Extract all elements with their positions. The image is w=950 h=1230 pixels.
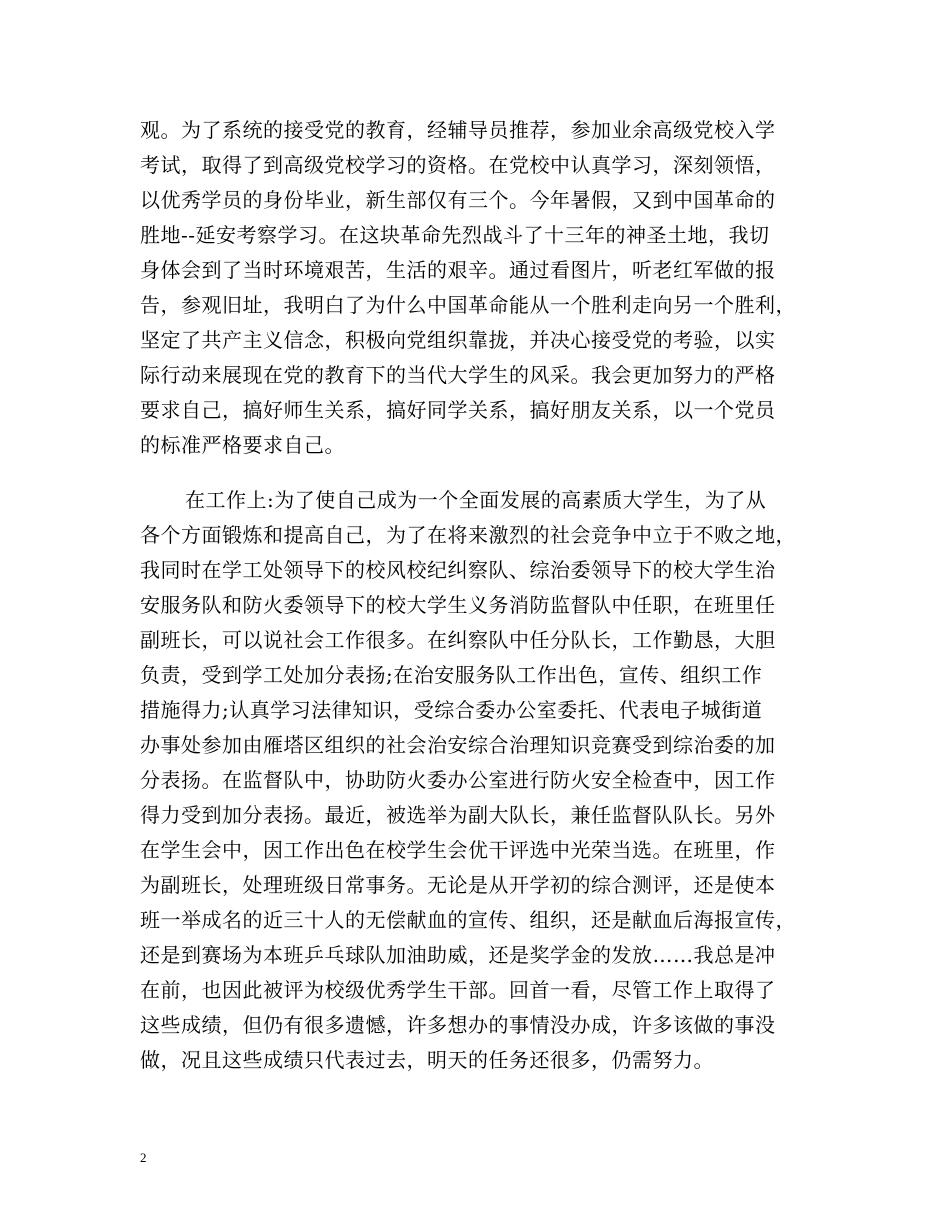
paragraph-1-line-3: 以优秀学员的身份毕业，新生部仅有三个。今年暑假，又到中国革命的 xyxy=(140,188,776,212)
paragraph-2-line-17: 做，况且这些成绩只代表过去，明天的任务还很多，仍需努力。 xyxy=(140,1048,714,1072)
page-number: 2 xyxy=(140,1150,147,1165)
paragraph-2-line-8: 办事处参加由雁塔区组织的社会治安综合治理知识竞赛受到综治委的加 xyxy=(140,733,776,757)
paragraph-2-line-11: 在学生会中，因工作出色在校学生会优干评选中光荣当选。在班里，作 xyxy=(140,838,776,862)
paragraph-1-line-10: 的标准严格要求自己。 xyxy=(140,433,345,457)
paragraph-1-line-6: 告，参观旧址，我明白了为什么中国革命能从一个胜利走向另一个胜利， xyxy=(140,293,796,317)
paragraph-2-line-3: 我同时在学工处领导下的校风校纪纠察队、综治委领导下的校大学生治 xyxy=(140,558,776,582)
paragraph-2-line-13: 班一举成名的近三十人的无偿献血的宣传、组织，还是献血后海报宣传， xyxy=(140,908,796,932)
paragraph-1-line-7: 坚定了共产主义信念，积极向党组织靠拢，并决心接受党的考验，以实 xyxy=(140,328,776,352)
paragraph-1-line-1: 观。为了系统的接受党的教育，经辅导员推荐，参加业余高级党校入学 xyxy=(140,118,776,142)
paragraph-1-line-9: 要求自己，搞好师生关系，搞好同学关系，搞好朋友关系，以一个党员 xyxy=(140,398,776,422)
paragraph-1-line-2: 考试，取得了到高级党校学习的资格。在党校中认真学习，深刻领悟， xyxy=(140,153,776,177)
paragraph-2-line-5: 副班长，可以说社会工作很多。在纠察队中任分队长，工作勤恳，大胆 xyxy=(140,628,776,652)
paragraph-2-line-2: 各个方面锻炼和提高自己，为了在将来激烈的社会竞争中立于不败之地， xyxy=(140,523,796,547)
paragraph-2-line-1: 在工作上:为了使自己成为一个全面发展的高素质大学生，为了从 xyxy=(185,488,767,512)
paragraph-2-line-16: 这些成绩，但仍有很多遗憾，许多想办的事情没办成，许多该做的事没 xyxy=(140,1013,776,1037)
paragraph-2-line-10: 得力受到加分表扬。最近，被选举为副大队长，兼任监督队队长。另外 xyxy=(140,803,776,827)
paragraph-2-line-9: 分表扬。在监督队中，协助防火委办公室进行防火安全检查中，因工作 xyxy=(140,768,776,792)
paragraph-2-line-6: 负责，受到学工处加分表扬;在治安服务队工作出色，宣传、组织工作 xyxy=(140,663,763,687)
paragraph-2-line-4: 安服务队和防火委领导下的校大学生义务消防监督队中任职，在班里任 xyxy=(140,593,776,617)
paragraph-1-line-5: 身体会到了当时环境艰苦，生活的艰辛。通过看图片，听老红军做的报 xyxy=(140,258,776,282)
paragraph-1-line-8: 际行动来展现在党的教育下的当代大学生的风采。我会更加努力的严格 xyxy=(140,363,776,387)
paragraph-2-line-7: 措施得力;认真学习法律知识，受综合委办公室委托、代表电子城街道 xyxy=(140,698,763,722)
paragraph-2-line-15: 在前，也因此被评为校级优秀学生干部。回首一看，尽管工作上取得了 xyxy=(140,978,776,1002)
paragraph-2-line-14: 还是到赛场为本班乒乓球队加油助威，还是奖学金的发放……我总是冲 xyxy=(140,943,776,967)
paragraph-2-line-12: 为副班长，处理班级日常事务。无论是从开学初的综合测评，还是使本 xyxy=(140,873,776,897)
paragraph-1-line-4: 胜地--延安考察学习。在这块革命先烈战斗了十三年的神圣土地，我切 xyxy=(140,223,770,247)
